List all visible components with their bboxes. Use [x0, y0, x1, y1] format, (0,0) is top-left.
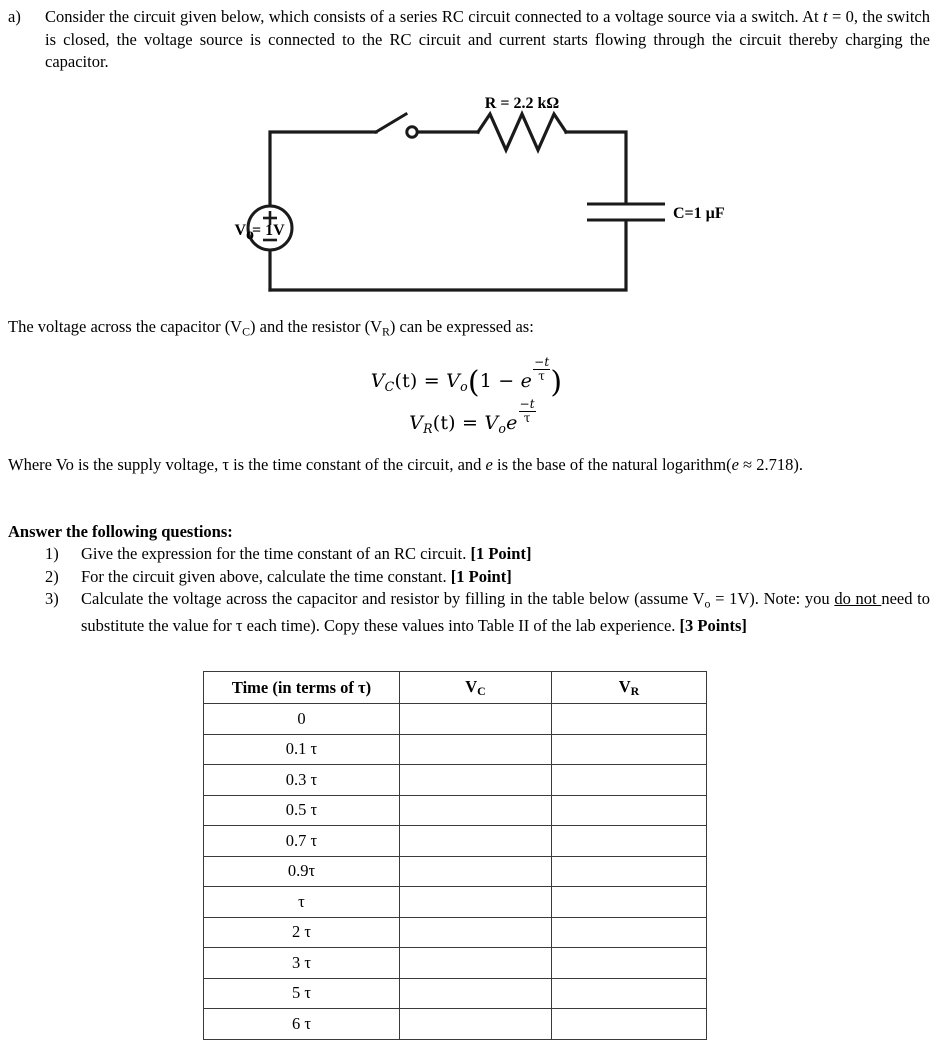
capacitor-icon: [587, 204, 665, 220]
cell-vc[interactable]: [400, 704, 552, 735]
cell-time: 3 τ: [204, 948, 400, 979]
part-a-block: [8, 6, 930, 74]
cell-time: 0.5 τ: [204, 795, 400, 826]
table-row: [204, 917, 707, 948]
eq2-exponent-fraction: [519, 398, 536, 424]
part-a-t-symbol: t: [823, 7, 828, 26]
cell-vr[interactable]: [552, 734, 707, 765]
eq1-arg: (t) =: [394, 370, 447, 393]
question-2-text: [81, 566, 930, 589]
cell-time: 0.1 τ: [204, 734, 400, 765]
eq2-exp-num: −t: [519, 396, 535, 411]
eq2-e: e: [506, 412, 518, 435]
cell-vr[interactable]: [552, 856, 707, 887]
cell-time: 6 τ: [204, 1009, 400, 1040]
cell-vc[interactable]: [400, 856, 552, 887]
expressed-seg3: ) can be expressed as:: [389, 317, 534, 336]
table-row: [204, 826, 707, 857]
table-row: [204, 948, 707, 979]
cell-time: 2 τ: [204, 917, 400, 948]
table-row: [204, 734, 707, 765]
header-time-label: Time (in terms of τ): [231, 677, 372, 697]
cell-vr[interactable]: [552, 978, 707, 1009]
cell-vc[interactable]: [400, 795, 552, 826]
expressed-as-line: [8, 316, 930, 343]
cell-vc[interactable]: [400, 948, 552, 979]
question-3-seg2: = 1V). Note: you: [710, 589, 835, 608]
table-body: [204, 704, 707, 1040]
question-1-number: 1): [45, 544, 59, 563]
cell-vr[interactable]: [552, 795, 707, 826]
question-item-2: [8, 566, 930, 589]
cell-vr[interactable]: [552, 948, 707, 979]
eq1-exponent-fraction: [533, 356, 550, 382]
expressed-sub-r: R: [382, 324, 390, 339]
expressed-seg1: The voltage across the capacitor (V: [8, 317, 243, 336]
eq1-paren-open: (: [467, 364, 480, 400]
question-2-points: [1 Point]: [450, 566, 512, 586]
eq2-arg: (t) =: [432, 412, 485, 435]
question-item-3: [8, 588, 930, 637]
header-vr-sub: R: [630, 683, 640, 698]
table-row: [204, 978, 707, 1009]
eq1-lhs-v: V: [370, 370, 385, 393]
table-header-row: [204, 672, 707, 704]
source-label-rest: = 1V: [252, 222, 285, 239]
question-3-text: [81, 588, 930, 637]
part-a-text: [45, 6, 930, 74]
expressed-sub-c: C: [242, 324, 251, 339]
where-seg2: is the base of the natural logarithm(: [492, 455, 732, 474]
header-vr-label: V: [618, 676, 631, 696]
eq2-rhs-sub: o: [498, 420, 507, 436]
header-vc: [400, 672, 552, 704]
questions-list: [8, 543, 930, 637]
expressed-seg2: ) and the resistor (V: [250, 317, 382, 336]
part-a-marker: a): [8, 7, 21, 26]
eq1-one-minus: 1 −: [479, 370, 521, 393]
header-vr: [552, 672, 707, 704]
header-vc-sub: C: [477, 683, 486, 698]
cell-time: 5 τ: [204, 978, 400, 1009]
source-label-sub: o: [246, 226, 254, 243]
answer-heading: Answer the following questions:: [8, 522, 233, 541]
eq2-rhs-v: V: [484, 412, 499, 435]
eq1-exp-num: −t: [534, 355, 550, 369]
source-label: V: [234, 222, 246, 239]
cell-time: τ: [204, 887, 400, 918]
eq1-exp-den: τ: [533, 369, 550, 383]
capacitor-label: C=1 µF: [673, 205, 725, 222]
question-3-sub-o: o: [704, 596, 711, 611]
question-3-seg1: Calculate the voltage across the capacitor and resistor by filling in the table below (assume V: [81, 589, 705, 608]
cell-vc[interactable]: [400, 887, 552, 918]
where-e-italic-2: e: [731, 455, 739, 474]
header-time: [204, 672, 400, 704]
eq1-rhs-v: V: [446, 370, 461, 393]
eq1-rhs-sub: o: [460, 378, 468, 394]
eq2-lhs-v: V: [409, 412, 424, 435]
table-row: [204, 704, 707, 735]
cell-vr[interactable]: [552, 826, 707, 857]
cell-vr[interactable]: [552, 765, 707, 796]
cell-vc[interactable]: [400, 917, 552, 948]
cell-time: 0.3 τ: [204, 765, 400, 796]
eq1-lhs-sub: C: [384, 378, 395, 394]
table-row: [204, 887, 707, 918]
question-1-points: [1 Point]: [470, 544, 532, 563]
cell-vr[interactable]: [552, 704, 707, 735]
question-2-body: For the circuit given above, calculate the time constant.: [81, 566, 451, 586]
eq2-exp-den: τ: [519, 411, 536, 425]
eq1-e: e: [520, 370, 533, 393]
header-vc-label: V: [465, 676, 478, 696]
part-a-text-seg2: = 0, the switch is closed, the voltage source is connected to the RC circuit and current starts flowing through the circuit thereby charging the capacitor.: [45, 7, 930, 71]
cell-time: 0: [204, 704, 400, 735]
rc-circuit-diagram: [150, 88, 790, 313]
eq2-lhs-sub: R: [423, 420, 433, 436]
cell-vr[interactable]: [552, 887, 707, 918]
table-row: [204, 765, 707, 796]
table-row: [204, 795, 707, 826]
part-a-text-seg1: Consider the circuit given below, which consists of a series RC circuit connected to a voltage source via a switch. At: [45, 7, 823, 26]
question-3-points: [3 Points]: [679, 615, 747, 635]
question-item-1: [8, 543, 930, 566]
cell-time: 0.7 τ: [204, 826, 400, 857]
question-1-text: [81, 543, 930, 566]
equation-vr: [6, 398, 939, 436]
rc-values-table: [203, 671, 707, 1040]
table-row: [204, 856, 707, 887]
question-3-underlined: do not: [834, 589, 882, 608]
question-1-body: Give the expression for the time constant of an RC circuit.: [81, 544, 471, 563]
question-3-seg3: need to substitute the value for τ each time). Copy these values into Table II of the lab experience.: [81, 589, 930, 635]
question-3-number: 3): [45, 589, 59, 608]
switch-terminal-icon: [407, 127, 417, 137]
equation-vc: [0, 355, 939, 400]
cell-vc[interactable]: [400, 978, 552, 1009]
resistor-label: R = 2.2 kΩ: [484, 95, 560, 112]
where-seg1: Where Vo is the supply voltage, τ is the time constant of the circuit, and: [8, 455, 486, 474]
cell-vr[interactable]: [552, 917, 707, 948]
where-paragraph: [8, 454, 930, 477]
cell-time: 0.9τ: [204, 856, 400, 887]
cell-vc[interactable]: [400, 765, 552, 796]
equation-block: [0, 356, 939, 436]
where-e-italic-1: e: [485, 455, 493, 474]
cell-vc[interactable]: [400, 734, 552, 765]
cell-vc[interactable]: [400, 826, 552, 857]
eq1-paren-close: ): [550, 364, 563, 400]
question-2-number: 2): [45, 566, 59, 586]
where-seg3: ≈ 2.718).: [738, 455, 803, 474]
